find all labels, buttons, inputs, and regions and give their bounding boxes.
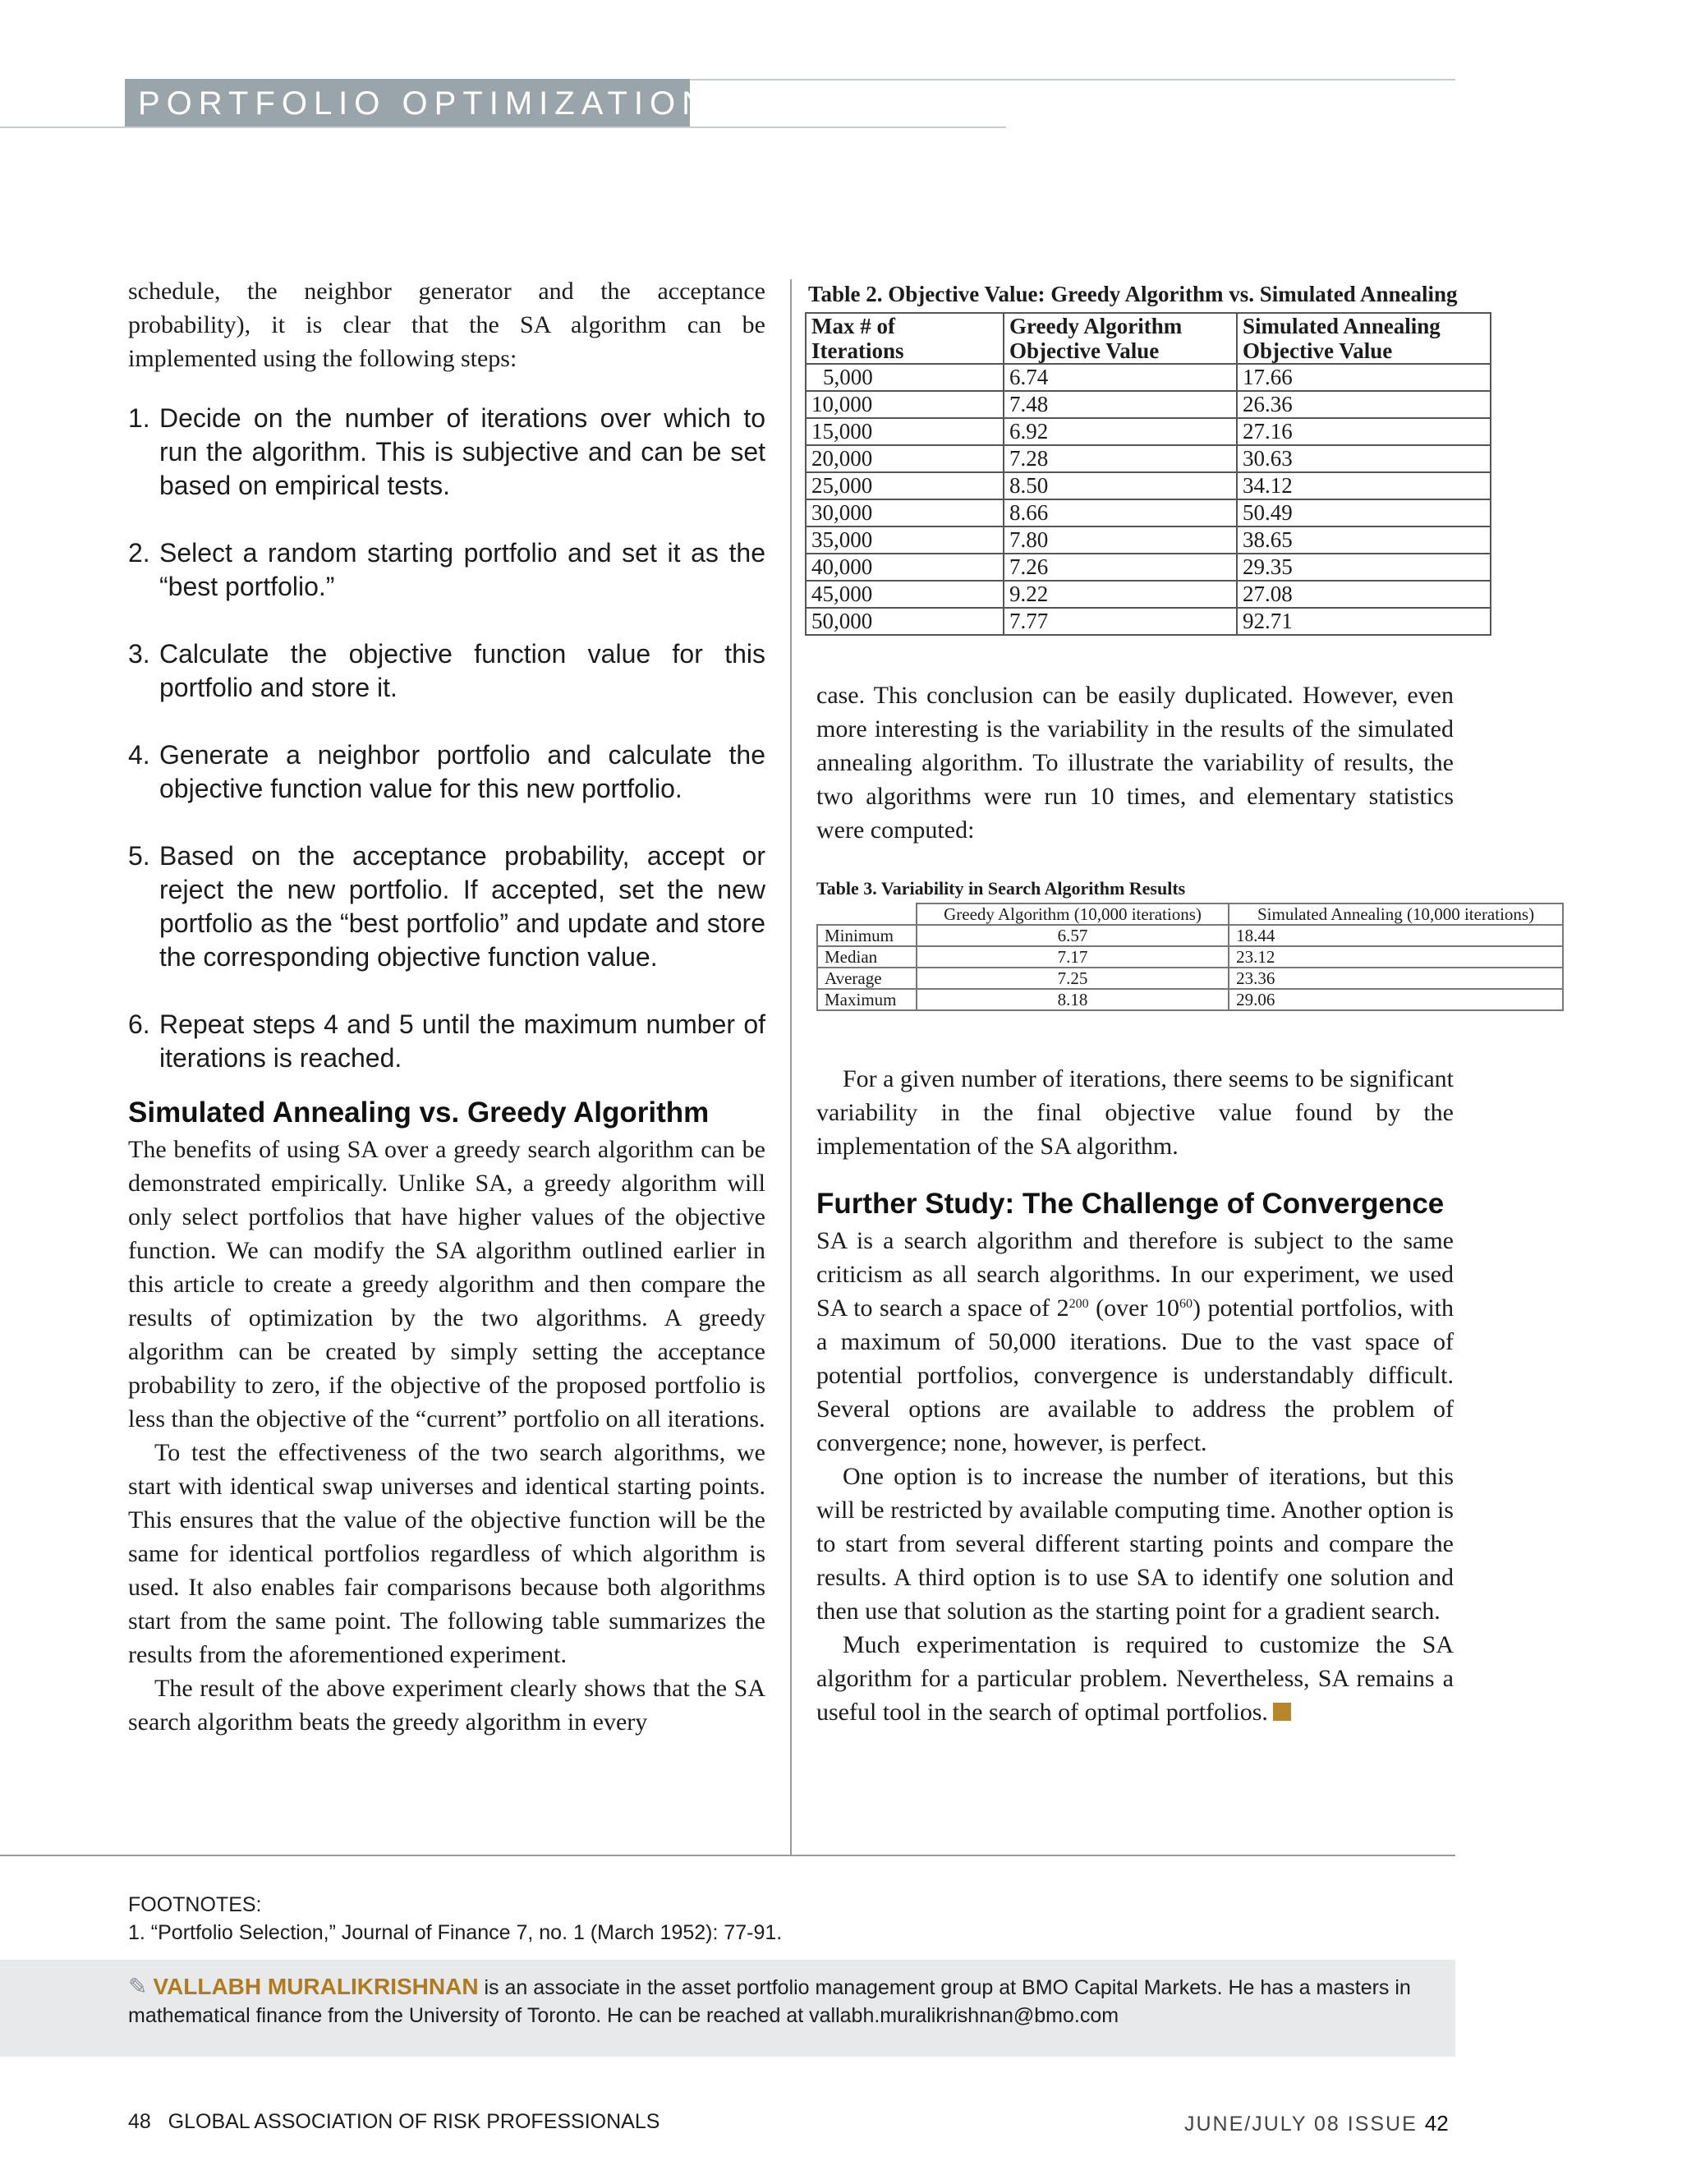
table-cell: 35,000: [806, 526, 1004, 554]
table-header-cell: Greedy Algorithm (10,000 iterations): [917, 903, 1229, 925]
table-cell: 34.12: [1237, 472, 1491, 499]
text-run: ) potential portfolios, with a maximum of 50,000 iterations. Due to the vast space of potential portfolios, convergence is understandably difficult. Several options are available to address the problem of convergence; none, however, is perfect.: [816, 1294, 1454, 1456]
table-cell: Average: [817, 968, 917, 989]
table-cell: 8.50: [1004, 472, 1237, 499]
table-header-cell: [806, 313, 1004, 364]
footnote-item: 1. “Portfolio Selection,” Journal of Finance 7, no. 1 (March 1952): 77-91.: [128, 1921, 783, 1944]
table-cell: 50.49: [1237, 499, 1491, 526]
table-cell: 7.28: [1004, 445, 1237, 472]
table-cell: 8.18: [917, 989, 1229, 1010]
table-header-cell: [1004, 313, 1237, 364]
text-run: (over 10: [1088, 1294, 1179, 1322]
table3-title: Table 3. Variability in Search Algorithm Results: [816, 878, 1186, 899]
header-line: Max # of: [811, 314, 895, 338]
superscript: 60: [1179, 1297, 1193, 1311]
table-cell: 29.35: [1237, 554, 1491, 581]
header-line: Iterations: [811, 338, 904, 363]
footnotes-label: FOOTNOTES:: [128, 1893, 262, 1916]
section-header-title: PORTFOLIO OPTIMIZATION: [138, 85, 712, 122]
table-row: [817, 925, 1563, 946]
text-run: Much experimentation is required to customize the SA algorithm for a particular problem. Nevertheless, SA remains a useful tool in the search of optimal portfolios.: [816, 1631, 1454, 1726]
step-item: [128, 637, 765, 705]
table-cell: 6.57: [917, 925, 1229, 946]
table3-body: [817, 925, 1563, 1010]
page-number-right: 42: [1424, 2111, 1449, 2136]
steps-list: [128, 402, 765, 1075]
step-item: [128, 1008, 765, 1075]
step-number: 5.: [128, 841, 150, 871]
table-cell: 9.22: [1004, 581, 1237, 608]
body-paragraph: The result of the above experiment clearly shows that the SA search algorithm beats the greedy algorithm in every: [128, 1675, 765, 1736]
header-line: Objective Value: [1009, 338, 1160, 363]
body-paragraph: One option is to increase the number of iterations, but this will be restricted by available computing time. Another option is to start from several different starting points and compare the results. A third option is to use SA to identify one solution and then use that solution as the starting point for a gradient search.: [816, 1463, 1454, 1625]
table-cell: Median: [817, 946, 917, 968]
table-row: [806, 499, 1491, 526]
table-cell: 40,000: [806, 554, 1004, 581]
left-column: [128, 274, 765, 1739]
footnotes: [128, 1891, 782, 1947]
table-cell: 30,000: [806, 499, 1004, 526]
author-bio: [128, 1973, 1442, 2030]
step-text: Repeat steps 4 and 5 until the maximum number of iterations is reached.: [159, 1009, 765, 1073]
header-rule-top: [690, 79, 1455, 80]
table2: [805, 312, 1491, 636]
table-row: [806, 391, 1491, 418]
table-cell: 27.08: [1237, 581, 1491, 608]
step-text: Select a random starting portfolio and set it as the “best portfolio.”: [159, 538, 765, 601]
table-cell: 26.36: [1237, 391, 1491, 418]
table-cell: 38.65: [1237, 526, 1491, 554]
table-cell: 92.71: [1237, 608, 1491, 635]
table-cell: Minimum: [817, 925, 917, 946]
table-header-cell: [817, 903, 917, 925]
table-cell: 29.06: [1229, 989, 1563, 1010]
table-cell: 7.26: [1004, 554, 1237, 581]
table-cell: 6.92: [1004, 418, 1237, 445]
table-cell: 30.63: [1237, 445, 1491, 472]
body-paragraph: For a given number of iterations, there seems to be significant variability in the final objective value found by the implementation of the SA algorithm.: [816, 1065, 1454, 1160]
step-item: [128, 536, 765, 604]
table-row: [806, 608, 1491, 635]
body-paragraph: To test the effectiveness of the two search algorithms, we start with identical swap universes and identical starting points. This ensures that the value of the objective function will be the same for identical portfolios regardless of which algorithm is used. It also enables fair comparisons because both algorithms start from the same point. The following table summarizes the results from the aforementioned experiment.: [128, 1439, 765, 1668]
body-paragraph: case. This conclusion can be easily duplicated. However, even more interesting is the variability in the results of the simulated annealing algorithm. To illustrate the variability of results, the two algorithms were run 10 times, and elementary statistics were computed:: [816, 682, 1454, 844]
author-name: VALLABH MURALIKRISHNAN: [153, 1974, 479, 1999]
table-header-row: [817, 903, 1563, 925]
table-header-row: [806, 313, 1491, 364]
table3: [816, 903, 1564, 1011]
pencil-icon: ✎: [128, 1974, 148, 1999]
table-header-cell: [1237, 313, 1491, 364]
section-heading-further-study: Further Study: The Challenge of Convergence: [816, 1188, 1445, 1220]
body-paragraph: [816, 1628, 1454, 1729]
table-cell: 45,000: [806, 581, 1004, 608]
body-paragraph: The benefits of using SA over a greedy search algorithm can be demonstrated empirically. Unlike SA, a greedy algorithm will only select portfolios that have higher values of the objective function. We can modify the SA algorithm outlined earlier in this article to create a greedy algorithm and then compare the results of optimization by the two algorithms. A greedy algorithm can be created by simply setting the acceptance probability to zero, if the objective of the proposed portfolio is less than the objective of the “current” portfolio on all iterations.: [128, 1136, 765, 1432]
header-line: Simulated Annealing: [1243, 314, 1441, 338]
table-cell: 23.12: [1229, 946, 1563, 968]
table-row: [806, 526, 1491, 554]
page-number-left: 48: [128, 2110, 151, 2133]
table-cell: Maximum: [817, 989, 917, 1010]
footer-right: [1184, 2109, 1449, 2138]
table-cell: 5,000: [806, 364, 1004, 391]
step-item: [128, 839, 765, 974]
table2-title: Table 2. Objective Value: Greedy Algorithm vs. Simulated Annealing: [808, 282, 1458, 306]
table-row: [806, 445, 1491, 472]
table-cell: 17.66: [1237, 364, 1491, 391]
table-cell: 50,000: [806, 608, 1004, 635]
step-number: 4.: [128, 740, 150, 770]
superscript: 200: [1068, 1297, 1089, 1311]
table-cell: 25,000: [806, 472, 1004, 499]
table-cell: 18.44: [1229, 925, 1563, 946]
table-cell: 6.74: [1004, 364, 1237, 391]
section-heading-sa-vs-greedy: Simulated Annealing vs. Greedy Algorithm: [128, 1097, 710, 1129]
table-row: [806, 554, 1491, 581]
step-item: [128, 402, 765, 503]
table-header-cell: Simulated Annealing (10,000 iterations): [1229, 903, 1563, 925]
table-row: [817, 968, 1563, 989]
author-bio-text: is an associate in the asset portfolio management group at BMO Capital Markets. He has a masters in mathematical finance from the University of Toronto. He can be reached at vallabh.muralikrishnan@bmo.com: [128, 1976, 1411, 2027]
end-mark-icon: [1273, 1703, 1291, 1721]
table-cell: 7.25: [917, 968, 1229, 989]
step-text: Decide on the number of iterations over which to run the algorithm. This is subjective and can be set based on empirical tests.: [159, 403, 765, 500]
table-row: [817, 989, 1563, 1010]
right-column: [808, 279, 1535, 1729]
table-cell: 27.16: [1237, 418, 1491, 445]
table-cell: 7.17: [917, 946, 1229, 968]
table2-body: [806, 364, 1491, 635]
organization-name: GLOBAL ASSOCIATION OF RISK PROFESSIONALS: [168, 2110, 660, 2133]
header-rule-bottom: [0, 126, 1006, 128]
step-text: Generate a neighbor portfolio and calculate the objective function value for this new portfolio.: [159, 740, 765, 803]
table-row: [806, 418, 1491, 445]
step-number: 1.: [128, 403, 150, 433]
table-cell: 8.66: [1004, 499, 1237, 526]
column-divider: [790, 279, 792, 1856]
footer-left: [128, 2108, 659, 2136]
step-number: 2.: [128, 538, 150, 568]
table-cell: 7.77: [1004, 608, 1237, 635]
table-cell: 20,000: [806, 445, 1004, 472]
table-row: [806, 364, 1491, 391]
step-text: Based on the acceptance probability, accept or reject the new portfolio. If accepted, set the new portfolio as the “best portfolio” and update and store the corresponding objective function value.: [159, 841, 765, 972]
table-cell: 7.48: [1004, 391, 1237, 418]
body-paragraph: [816, 1224, 1454, 1460]
header-line: Objective Value: [1243, 338, 1393, 363]
step-text: Calculate the objective function value for this portfolio and store it.: [159, 639, 765, 702]
issue-label: JUNE/JULY 08 ISSUE: [1184, 2113, 1418, 2136]
table-cell: 15,000: [806, 418, 1004, 445]
table-cell: 10,000: [806, 391, 1004, 418]
step-number: 3.: [128, 639, 150, 669]
table-row: [806, 581, 1491, 608]
table-row: [806, 472, 1491, 499]
table-cell: 7.80: [1004, 526, 1237, 554]
header-line: Greedy Algorithm: [1009, 314, 1183, 338]
table-cell: 23.36: [1229, 968, 1563, 989]
table-row: [817, 946, 1563, 968]
intro-paragraph: schedule, the neighbor generator and the acceptance probability), it is clear that the SA algorithm can be implemented using the following steps:: [128, 278, 765, 372]
text-run: SA is a search algorithm and therefore is subject to the same criticism as all search algorithms. In our experiment, we used SA to search a space of 2: [816, 1227, 1454, 1322]
step-item: [128, 738, 765, 806]
step-number: 6.: [128, 1009, 150, 1039]
footnote-divider: [0, 1855, 1455, 1856]
